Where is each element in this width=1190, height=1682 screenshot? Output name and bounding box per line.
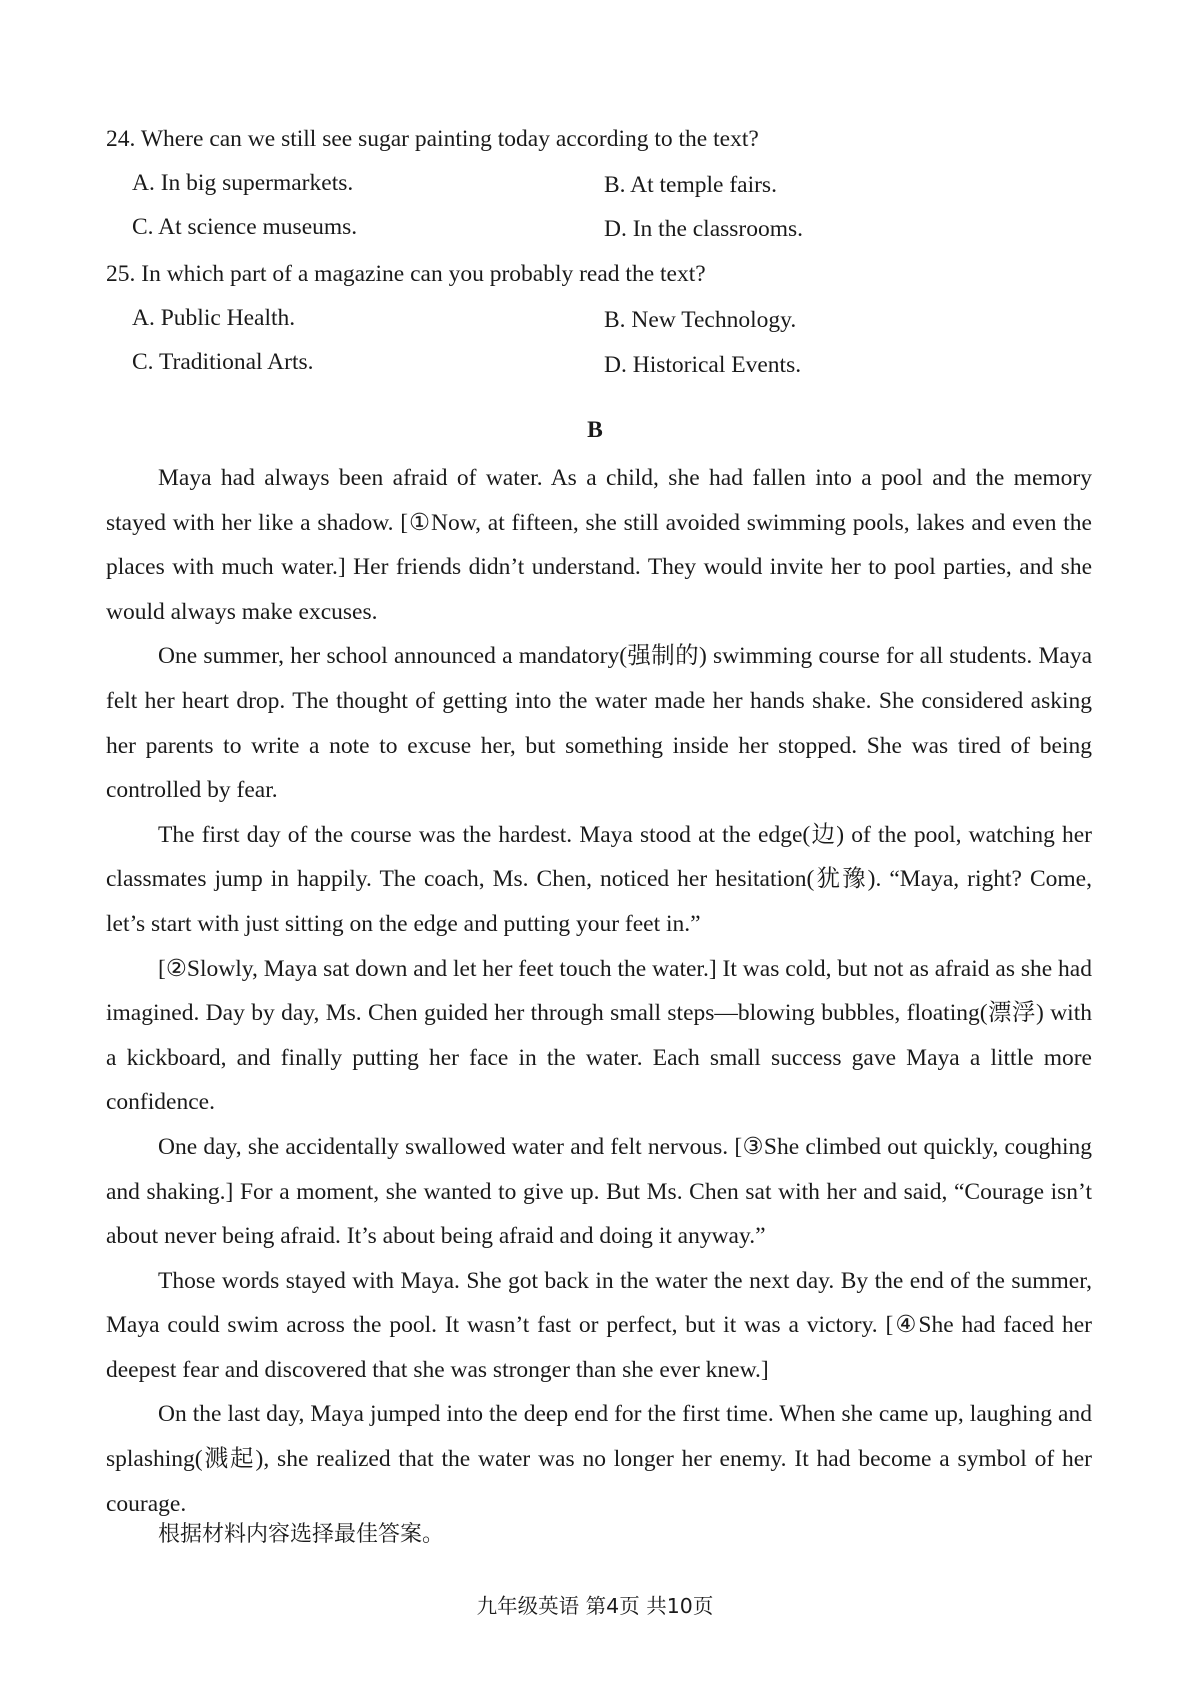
question-25-stem: 25. In which part of a magazine can you probably read the text? (106, 261, 706, 287)
question-25-option-a: A. Public Health. (132, 305, 296, 331)
question-24-stem: 24. Where can we still see sugar painting today according to the text? (106, 126, 759, 152)
reading-passage (106, 456, 1092, 1526)
question-25-option-c: C. Traditional Arts. (132, 349, 314, 375)
question-25-option-b: B. New Technology. (604, 307, 797, 333)
passage-paragraph: [②Slowly, Maya sat down and let her feet touch the water.] It was cold, but not as afraid as she had imagined. Day by day, Ms. Chen guided her through small steps—blowing bubbles, floating(漂浮) with a kickboard, and finally putting her face in the water. Each small success gave Maya a little more confidence. (106, 955, 1092, 1116)
question-25-option-d: D. Historical Events. (604, 352, 802, 378)
page-footer: 九年级英语 第4页 共10页 (476, 1594, 714, 1618)
question-instruction: 根据材料内容选择最佳答案。 (158, 1522, 445, 1547)
passage-paragraph: Those words stayed with Maya. She got back in the water the next day. By the end of the summer, Maya could swim across the pool. It wasn’t fast or perfect, but it was a victory. [④She had faced her deepest fear and discovered that she was stronger than she ever knew.] (106, 1267, 1092, 1383)
question-24-option-b: B. At temple fairs. (604, 172, 777, 198)
passage-paragraph: The first day of the course was the hardest. Maya stood at the edge(边) of the pool, watching her classmates jump in happily. The coach, Ms. Chen, noticed her hesitation(犹豫). “Maya, right? Come, let’s start with just sitting on the edge and putting your feet in.” (106, 821, 1092, 937)
passage-paragraph: On the last day, Maya jumped into the deep end for the first time. When she came up, laughing and splashing(溅起), she realized that the water was no longer her enemy. It had become a symbol of her courage. (106, 1401, 1092, 1517)
passage-paragraph: One summer, her school announced a mandatory(强制的) swimming course for all students. Maya felt her heart drop. The thought of getting into the water made her hands shake. She considered asking her parents to write a note to excuse her, but something inside her stopped. She was tired of being controlled by fear. (106, 643, 1092, 804)
passage-paragraph: Maya had always been afraid of water. As a child, she had fallen into a pool and the memory stayed with her like a shadow. [①Now, at fifteen, she still avoided swimming pools, lakes and even the places with much water.] Her friends didn’t understand. They would invite her to pool parties, and she would always make excuses. (106, 465, 1092, 625)
question-24-option-c: C. At science museums. (132, 214, 358, 240)
section-b-title: B (587, 417, 603, 443)
question-24-option-a: A. In big supermarkets. (132, 170, 354, 196)
passage-paragraph: One day, she accidentally swallowed water and felt nervous. [③She climbed out quickly, coughing and shaking.] For a moment, she wanted to give up. But Ms. Chen sat with her and said, “Courage isn’t about never being afraid. It’s about being afraid and doing it anyway.” (106, 1133, 1092, 1250)
question-24-option-d: D. In the classrooms. (604, 216, 804, 242)
